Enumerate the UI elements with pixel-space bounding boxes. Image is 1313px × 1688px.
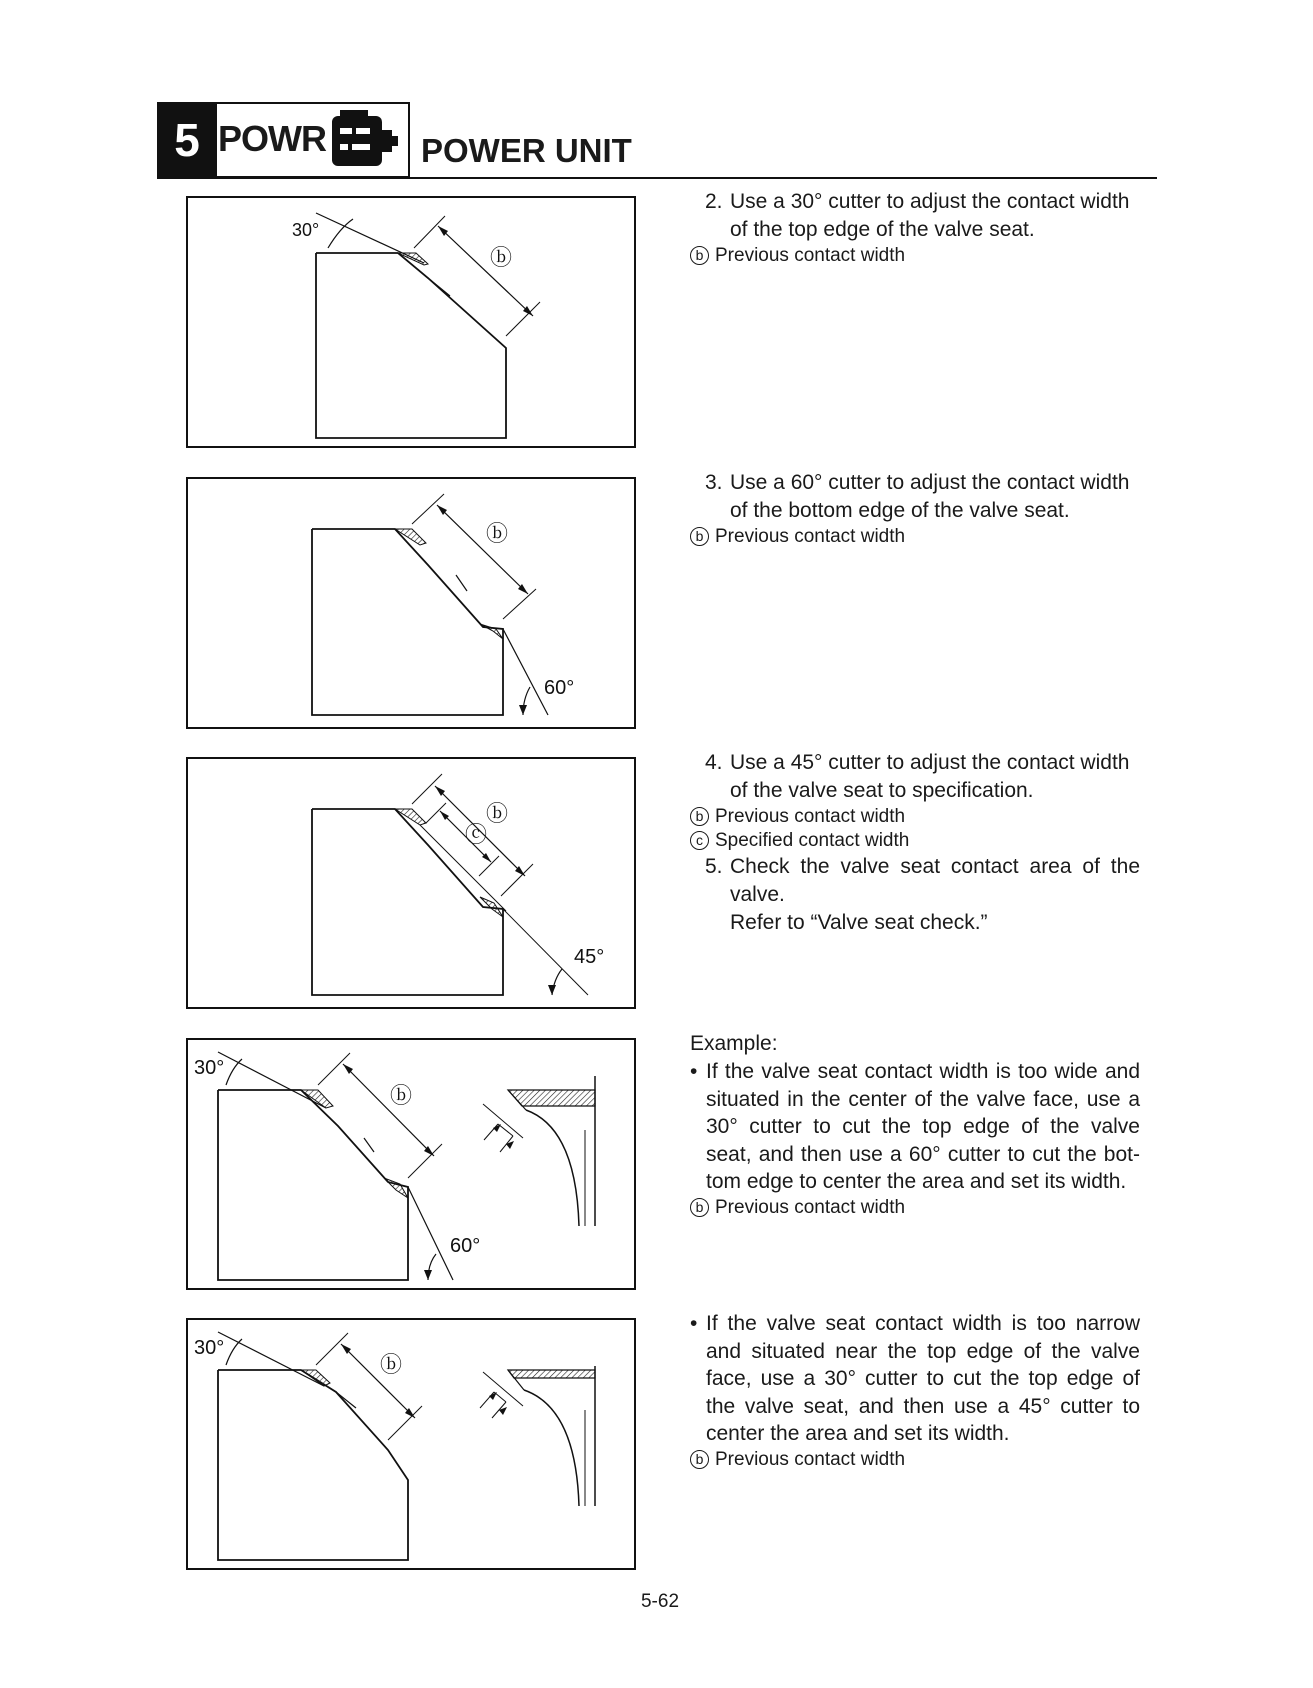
marker-b: ⓑ [486,521,509,546]
header-rule [157,177,1157,179]
legend-item [690,1196,905,1220]
bullet: • [690,1312,698,1335]
angle-label: 60° [544,677,575,699]
legend-text: Previous contact width [715,1197,906,1218]
marker-b: ⓑ [390,1083,413,1108]
step-text-line: of the valve seat to specification. [730,779,1034,802]
step-text-line: Refer to “Valve seat check.” [730,911,988,934]
example-heading: Example: [690,1032,778,1055]
legend-text: Previous contact width [715,245,906,266]
step-text-line: Use a 60° cutter to adjust the contact width [730,471,1130,494]
angle-label-bottom: 60° [450,1235,481,1257]
step-text-line: Use a 30° cutter to adjust the contact width [730,190,1130,213]
marker-b: b [690,807,709,826]
step-text-line: of the bottom edge of the valve seat. [730,499,1070,522]
angle-label-top: 30° [194,1337,225,1359]
step-text-line: Use a 45° cutter to adjust the contact width [730,751,1130,774]
figure-wide-contact [186,1038,636,1290]
step-number: 3. [705,471,723,494]
legend-item [690,1448,905,1472]
step-number: 5. [705,855,723,878]
figure-narrow-contact [186,1318,636,1570]
marker-c: c [690,831,709,850]
marker-b: b [690,1450,709,1469]
marker-b: ⓑ [490,245,513,270]
example-paragraph-2: If the valve seat contact width is too narrow and situated near the top edge of the valve face, use a 30° cutter to cut the top edge of the valve seat, and then use a 45° cutter to center the area and set its width. [706,1312,1140,1445]
legend-text: Previous contact width [715,806,906,827]
step-number: 4. [705,751,723,774]
example-paragraph-1: If the valve seat contact width is too wide and situated in the center of the valve face, use a 30° cutter to cut the top edge of the valve seat, and then use a 60° cutter to cut the bot-tom edge to center the area and set its width. [706,1060,1140,1193]
step-text-line: of the top edge of the valve seat. [730,218,1035,241]
angle-label: 45° [574,946,605,968]
marker-b: b [690,246,709,265]
legend-item [690,525,905,549]
bullet: • [690,1060,698,1083]
marker-b: b [690,1198,709,1217]
legend-text: Previous contact width [715,526,906,547]
chapter-number: 5 [157,102,217,178]
legend-item [690,244,905,268]
marker-b: b [690,527,709,546]
page-number: 5-62 [640,1591,680,1612]
legend-text: Specified contact width [715,830,910,851]
marker-b: ⓑ [486,801,509,826]
figure-45-cutter [186,757,636,1009]
angle-label-top: 30° [194,1057,225,1079]
figure-60-cutter [186,477,636,729]
legend-item [690,829,909,853]
page-title: POWER UNIT [421,132,632,169]
step-number: 2. [705,190,723,213]
legend-item [690,805,905,829]
marker-b: ⓑ [380,1352,403,1377]
figure-30-cutter [186,196,636,448]
chapter-code: POWR [218,118,326,159]
engine-icon [326,106,402,174]
step-text-line: Check the valve seat contact area of the [730,855,1140,878]
step-text-line: valve. [730,883,785,906]
marker-c: ⓒ [465,822,488,847]
legend-text: Previous contact width [715,1449,906,1470]
angle-label: 30° [292,220,320,240]
